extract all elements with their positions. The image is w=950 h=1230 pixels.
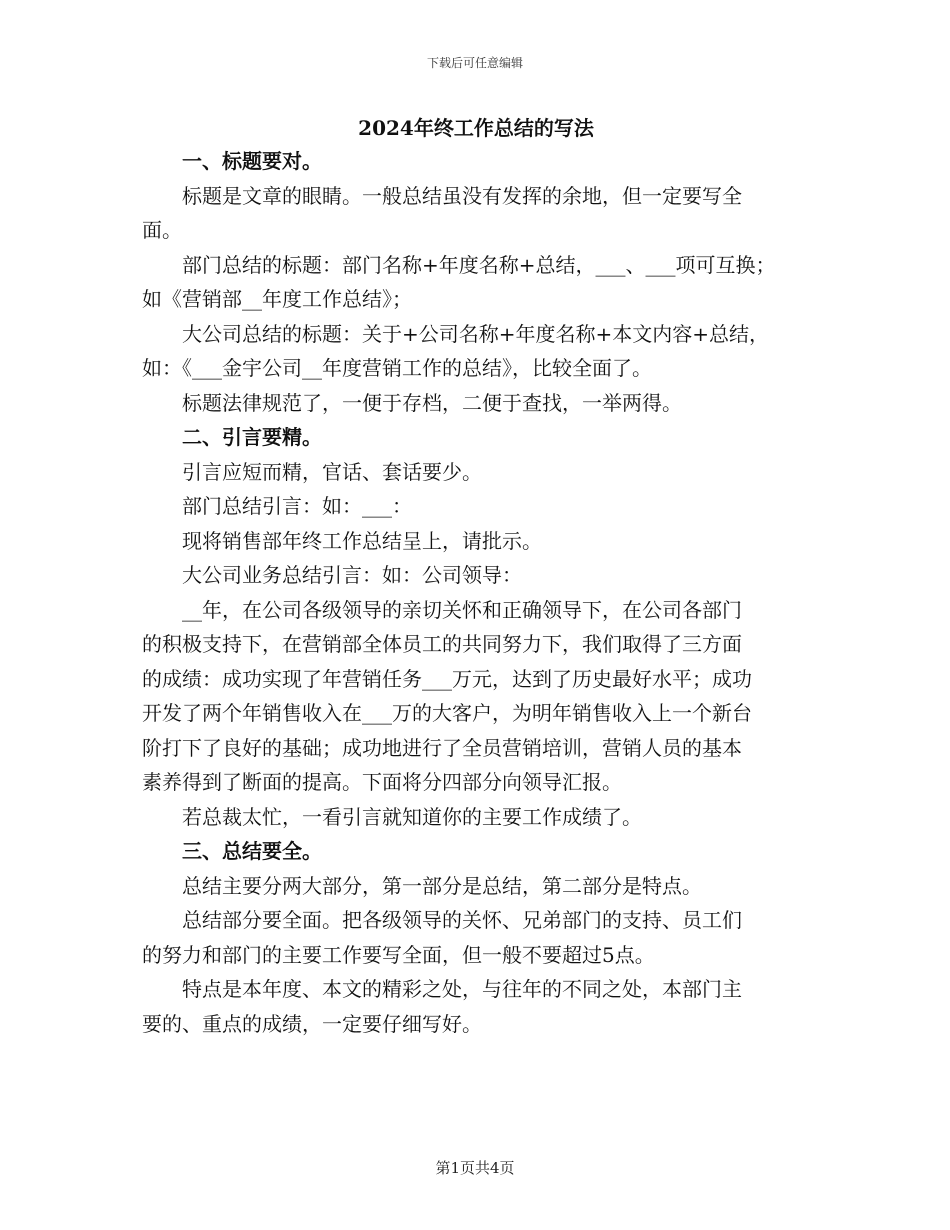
text-line: 大公司总结的标题：关于+公司名称+年度名称+本文内容+总结， xyxy=(182,321,770,346)
text-line: 现将销售部年终工作总结呈上，请批示。 xyxy=(182,528,542,553)
paragraph xyxy=(142,455,810,490)
text-line: 总结部分要全面。把各级领导的关怀、兄弟部门的支持、员工们 xyxy=(182,908,742,932)
text-line: 素养得到了断面的提高。下面将分四部分向领导汇报。 xyxy=(142,770,622,794)
paragraph xyxy=(142,248,810,317)
text-line: 面。 xyxy=(142,218,182,242)
text-line: 部门总结引言：如：___： xyxy=(182,494,412,518)
text-line: 总结主要分两大部分，第一部分是总结，第二部分是特点。 xyxy=(182,873,702,898)
paragraph xyxy=(142,524,810,559)
paragraph xyxy=(142,903,810,972)
text-line: 标题法律规范了，一便于存档，二便于查找，一举两得。 xyxy=(182,390,682,415)
text-line: 特点是本年度、本文的精彩之处，与往年的不同之处，本部门主 xyxy=(182,977,742,1001)
section-heading xyxy=(142,834,810,869)
paragraph xyxy=(142,800,810,835)
paragraph xyxy=(142,489,810,524)
section-heading xyxy=(142,144,810,179)
text-line: 开发了两个年销售收入在___万的大客户，为明年销售收入上一个新台 xyxy=(142,701,752,725)
paragraph xyxy=(142,179,810,248)
text-line: 大公司业务总结引言：如：公司领导： xyxy=(182,563,522,587)
text-line: 如《营销部__年度工作总结》； xyxy=(142,287,412,311)
paragraph xyxy=(142,972,810,1041)
page-footer: 第1页共4页 xyxy=(435,1159,515,1177)
text-line: 三、总结要全。 xyxy=(182,839,322,863)
section-heading xyxy=(142,420,810,455)
page-header: 下载后可任意编辑 xyxy=(426,56,523,70)
paragraph xyxy=(142,869,810,904)
paragraph xyxy=(142,593,810,800)
text-line: 如：《___金宇公司__年度营销工作的总结》，比较全面了。 xyxy=(142,356,652,380)
text-line: 的积极支持下，在营销部全体员工的共同努力下，我们取得了三方面 xyxy=(142,632,742,656)
text-line: 部门总结的标题：部门名称+年度名称+总结，___、___项可互换； xyxy=(182,252,776,277)
paragraph xyxy=(142,558,810,593)
paragraph xyxy=(142,386,810,421)
text-line: 的努力和部门的主要工作要写全面，但一般不要超过5点。 xyxy=(142,942,655,967)
document-title: 2024年终工作总结的写法 xyxy=(358,116,594,140)
text-line: 标题是文章的眼睛。一般总结虽没有发挥的余地，但一定要写全 xyxy=(182,183,742,208)
text-line: 引言应短而精，官话、套话要少。 xyxy=(182,459,482,484)
text-line: 要的、重点的成绩，一定要仔细写好。 xyxy=(142,1011,482,1036)
text-line: 若总裁太忙，一看引言就知道你的主要工作成绩了。 xyxy=(182,804,642,829)
document-blocks xyxy=(142,144,810,1041)
text-line: __年，在公司各级领导的亲切关怀和正确领导下，在公司各部门 xyxy=(182,597,742,622)
text-line: 一、标题要对。 xyxy=(182,149,322,173)
text-line: 阶打下了良好的基础；成功地进行了全员营销培训，营销人员的基本 xyxy=(142,735,742,760)
text-line: 的成绩：成功实现了年营销任务___万元，达到了历史最好水平；成功 xyxy=(142,666,752,691)
text-line: 二、引言要精。 xyxy=(182,425,322,449)
paragraph xyxy=(142,317,810,386)
document-body xyxy=(142,112,810,1041)
